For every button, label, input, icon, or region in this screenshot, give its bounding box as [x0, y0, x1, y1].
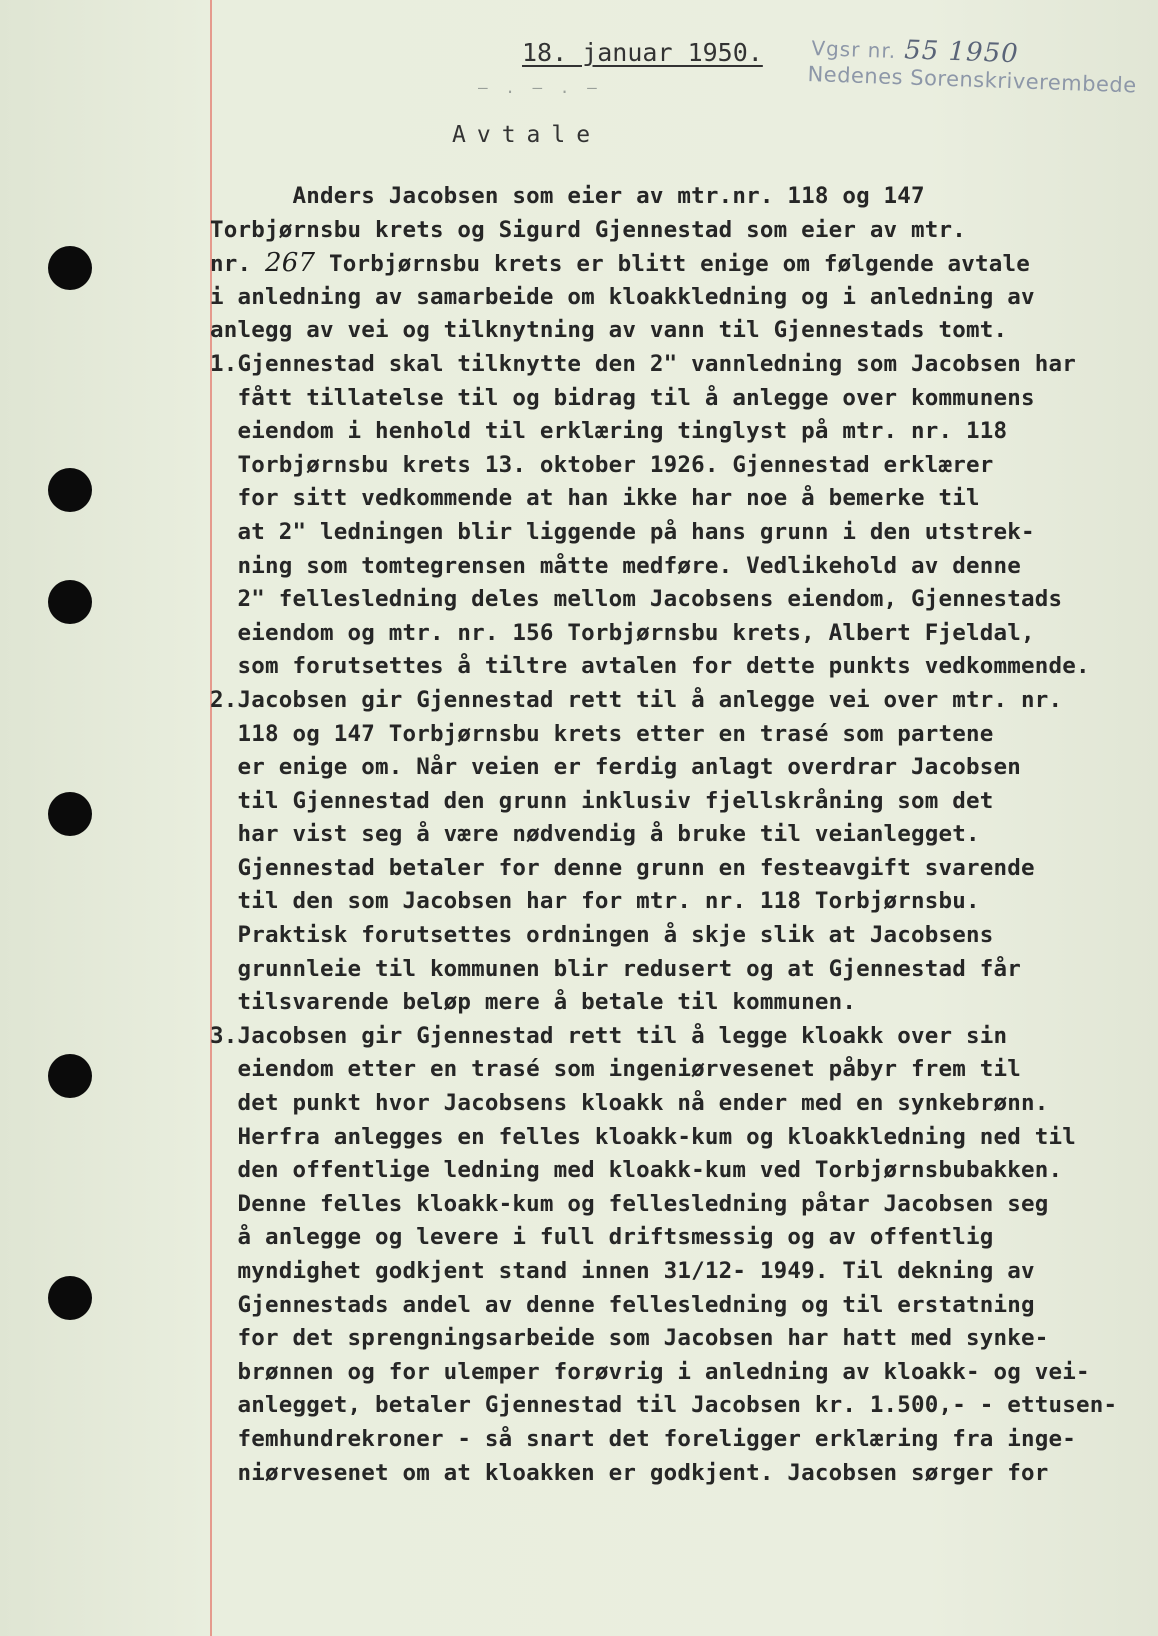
- text-line: til den som Jacobsen har for mtr. nr. 118 Torbjørnsbu.: [210, 888, 980, 915]
- text-line: eiendom og mtr. nr. 156 Torbjørnsbu krets, Albert Fjeldal,: [210, 619, 1035, 646]
- line-rest: Torbjørnsbu krets er blitt enige om følgende avtale: [328, 251, 1031, 278]
- text-line: brønnen og for ulemper forøvrig i anledning av kloakk- og vei-: [210, 1358, 1090, 1385]
- handwritten-registry-number: 55 1950: [903, 35, 1020, 70]
- text-line: Gjennestad betaler for denne grunn en festeavgift svarende: [210, 854, 1035, 881]
- text-line: 1.Gjennestad skal tilknytte den 2" vannledning som Jacobsen har: [210, 350, 1077, 377]
- text-line: Gjennestads andel av denne fellesledning og til erstatning: [210, 1291, 1035, 1318]
- handwritten-mtr-number: 267: [265, 248, 316, 279]
- text-line: Torbjørnsbu krets og Sigurd Gjennestad som eier av mtr.: [210, 216, 967, 243]
- text-line: har vist seg å være nødvendig å bruke til veianlegget.: [210, 821, 980, 848]
- text-line: femhundrekroner - så snart det foreligger erklæring fra inge-: [210, 1425, 1077, 1452]
- text-line: eiendom i henhold til erklæring tinglyst på mtr. nr. 118: [210, 418, 1008, 445]
- text-line: som forutsettes å tiltre avtalen for dette punkts vedkommende.: [210, 653, 1090, 680]
- decorative-dashes: — . — . —: [478, 78, 601, 97]
- registry-stamp-office: Nedenes Sorenskriverembede: [807, 62, 1138, 98]
- document-heading: Avtale: [452, 122, 602, 148]
- text-line: er enige om. Når veien er ferdig anlagt overdrar Jacobsen: [210, 754, 1022, 781]
- text-line: den offentlige ledning med kloakk-kum ved Torbjørnsbubakken.: [210, 1157, 1063, 1184]
- text-line: anlegg av vei og tilknytning av vann til Gjennestads tomt.: [210, 317, 1008, 344]
- document-body: [210, 180, 1118, 1490]
- text-line: tilsvarende beløp mere å betale til kommunen.: [210, 989, 857, 1016]
- text-line: Anders Jacobsen som eier av mtr.nr. 118 og 147: [210, 183, 925, 209]
- text-line: 118 og 147 Torbjørnsbu krets etter en trasé som partene: [210, 720, 994, 747]
- punch-hole: [48, 246, 92, 290]
- text-line: anlegget, betaler Gjennestad til Jacobsen kr. 1.500,- - ettusen-: [210, 1392, 1118, 1419]
- text-line: at 2" ledningen blir liggende på hans grunn i den utstrek-: [210, 518, 1035, 545]
- text-line: Herfra anlegges en felles kloakk-kum og kloakkledning ned til: [210, 1123, 1077, 1150]
- text-line-with-handwritten-number: [210, 247, 1110, 281]
- text-line: 2" fellesledning deles mellom Jacobsens eiendom, Gjennestads: [210, 586, 1063, 613]
- punch-hole: [48, 1276, 92, 1320]
- punch-hole: [48, 580, 92, 624]
- text-line: grunnleie til kommunen blir redusert og at Gjennestad får: [210, 955, 1022, 982]
- text-line: i anledning av samarbeide om kloakkledning og i anledning av: [210, 283, 1035, 310]
- line-prefix: nr.: [210, 251, 265, 278]
- text-line: Denne felles kloakk-kum og fellesledning påtar Jacobsen seg: [210, 1190, 1049, 1217]
- document-date: 18. januar 1950.: [522, 38, 763, 67]
- text-line: 3.Jacobsen gir Gjennestad rett til å legge kloakk over sin: [210, 1022, 1008, 1049]
- text-line: det punkt hvor Jacobsens kloakk nå ender med en synkebrønn.: [210, 1090, 1049, 1117]
- punch-hole: [48, 792, 92, 836]
- text-line: for det sprengningsarbeide som Jacobsen har hatt med synke-: [210, 1325, 1049, 1352]
- text-line: til Gjennestad den grunn inklusiv fjellskråning som det: [210, 787, 994, 814]
- text-line: eiendom etter en trasé som ingeniørvesenet påbyr frem til: [210, 1056, 1022, 1083]
- text-line: fått tillatelse til og bidrag til å anlegge over kommunens: [210, 384, 1035, 411]
- text-line: Torbjørnsbu krets 13. oktober 1926. Gjennestad erklærer: [210, 451, 994, 478]
- text-line: ning som tomtegrensen måtte medføre. Vedlikehold av denne: [210, 552, 1022, 579]
- text-line: Praktisk forutsettes ordningen å skje slik at Jacobsens: [210, 922, 994, 949]
- text-line: myndighet godkjent stand innen 31/12- 1949. Til dekning av: [210, 1258, 1035, 1284]
- punch-hole: [48, 468, 92, 512]
- text-line: for sitt vedkommende at han ikke har noe å bemerke til: [210, 485, 980, 512]
- text-line: 2.Jacobsen gir Gjennestad rett til å anlegge vei over mtr. nr.: [210, 686, 1063, 713]
- text-line: niørvesenet om at kloakken er godkjent. Jacobsen sørger for: [210, 1459, 1049, 1486]
- stamp-prefix: Vgsr nr.: [811, 35, 897, 63]
- text-line: å anlegge og levere i full driftsmessig og av offentlig: [210, 1224, 994, 1251]
- punch-hole: [48, 1054, 92, 1098]
